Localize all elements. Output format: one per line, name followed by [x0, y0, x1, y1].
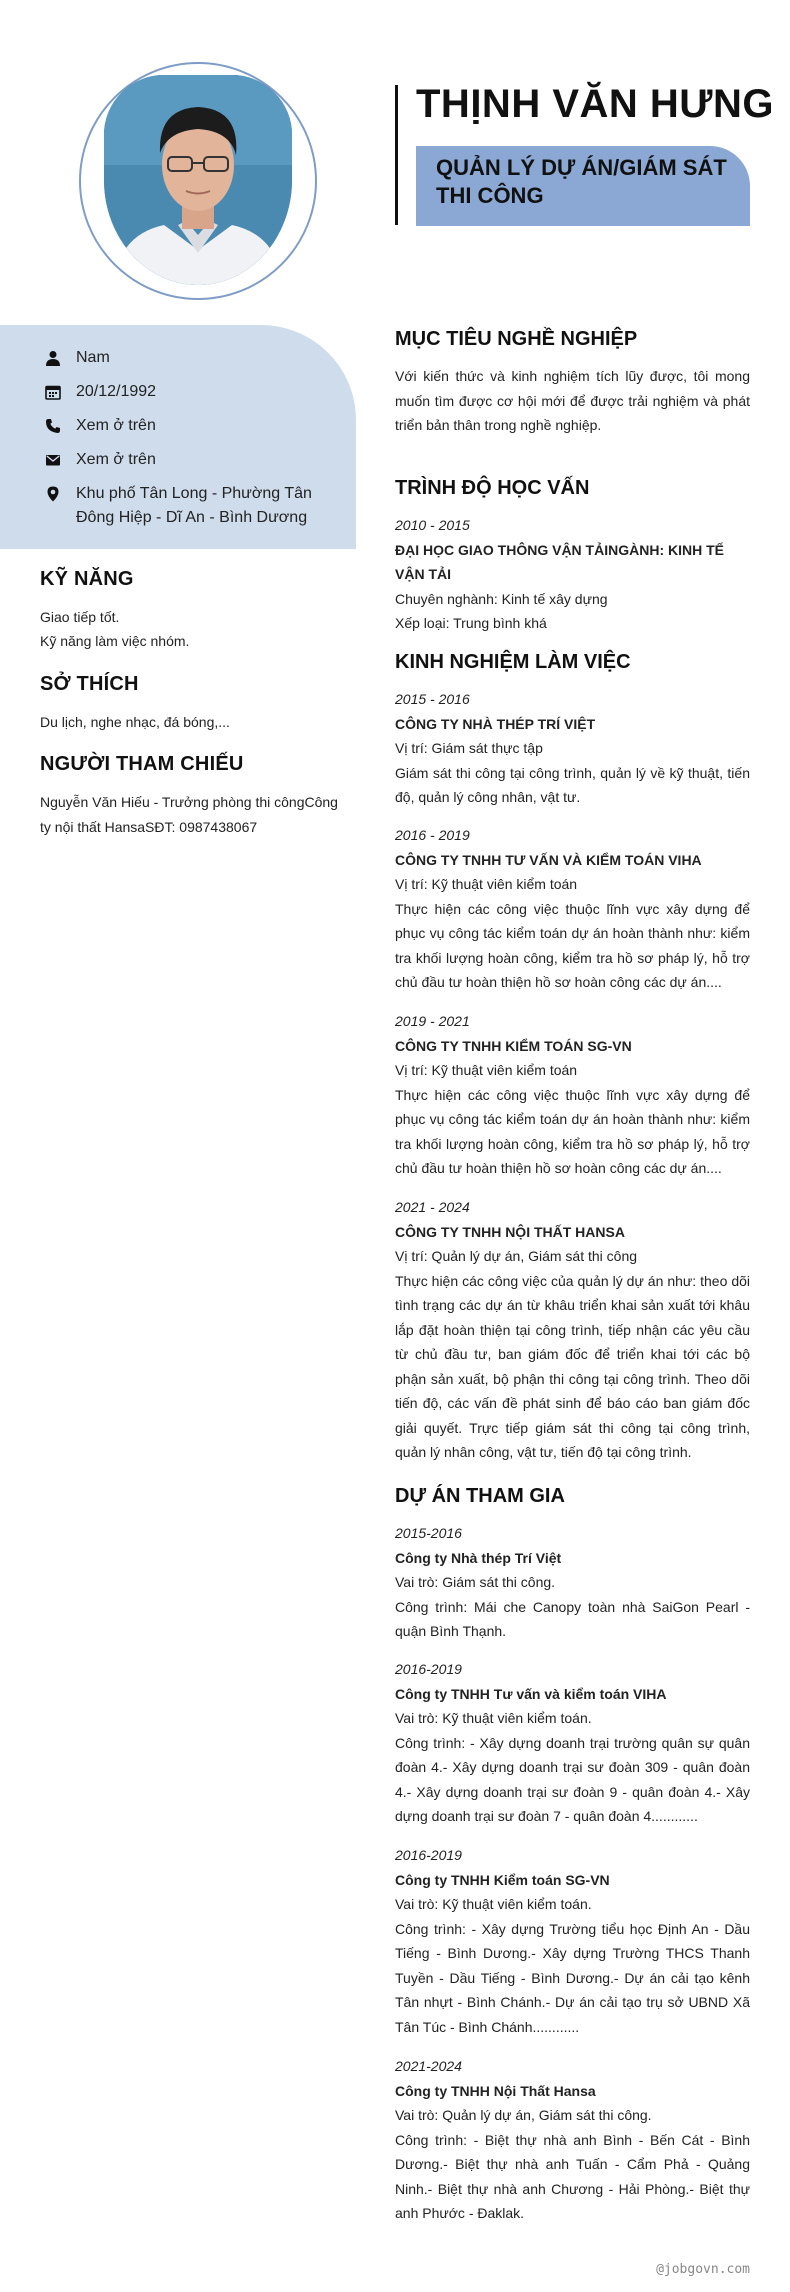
project-desc: Công trình: - Xây dựng doanh trại trường quân sự quân đoàn 4.- Xây dựng doanh trại sư đoàn 309 - quân đoàn 4.- Xây dựng doanh trại sư đoàn 9 - quân đoàn 4.- Xây dựng doanh trại sư đoàn 7 - quân đoàn 4............: [395, 1734, 750, 1824]
education-major: Chuyên nghành: Kinh tế xây dựng: [395, 590, 608, 607]
references-title: NGƯỜI THAM CHIẾU: [40, 753, 244, 775]
location-pin-icon: [42, 482, 64, 506]
references-text: Nguyễn Văn Hiếu - Trưởng phòng thi côngCông ty nội thất HansaSĐT: 0987438067: [40, 794, 338, 835]
hobbies-text: Du lịch, nghe nhạc, đá bóng,...: [40, 714, 230, 730]
experience-position: Vị trí: Giám sát thực tập: [395, 740, 543, 756]
contact-gender: Nam: [42, 346, 326, 370]
header-divider: [395, 85, 398, 225]
experience-desc: Thực hiện các công việc thuộc lĩnh vực xây dựng để phục vụ công tác kiểm toán dự án hoàn thành như: kiểm tra khối lượng hoàn công, kiểm tra hồ sơ pháp lý, hỗ trợ chủ đầu tư hoàn thiện hồ sơ hoàn công các dự án....: [395, 900, 750, 990]
job-title: QUẢN LÝ DỰ ÁN/GIÁM SÁT THI CÔNG: [436, 155, 727, 208]
watermark: @jobgovn.com: [656, 2262, 750, 2277]
experience-item: [395, 1195, 750, 1465]
candidate-name: THỊNH VĂN HƯNG: [416, 82, 774, 126]
education-title: TRÌNH ĐỘ HỌC VẤN: [395, 477, 590, 499]
person-icon: [42, 346, 64, 370]
project-desc: Công trình: - Xây dựng Trường tiểu học Định An - Dầu Tiếng - Bình Dương.- Xây dựng Trường THCS Thanh Tuyền - Dầu Tiếng - Bình Dương.- Dự án cải tạo kênh Tân nhựt - Bình Chánh.- Dự án cải tạo trụ sở UBND Xã Tân Túc - Bình Chánh............: [395, 1920, 750, 2035]
contact-birthday: 20/12/1992: [42, 380, 326, 404]
contact-address: Khu phố Tân Long - Phường Tân Đông Hiệp - Dĩ An - Bình Dương: [42, 482, 326, 530]
education-school: ĐẠI HỌC GIAO THÔNG VẬN TẢINGÀNH: KINH TẾ VẬN TẢI: [395, 541, 724, 582]
contact-email: Xem ở trên: [42, 448, 326, 472]
projects-title: DỰ ÁN THAM GIA: [395, 1485, 565, 1507]
experience-company: CÔNG TY NHÀ THÉP TRÍ VIỆT: [395, 715, 596, 732]
experience-desc: Thực hiện các công việc thuộc lĩnh vực xây dựng để phục vụ công tác kiểm toán dự án hoàn thành như: kiểm tra khối lượng hoàn công, kiểm tra hồ sơ pháp lý, hỗ trợ chủ đầu tư hoàn thiện hồ sơ hoàn công các dự án....: [395, 1086, 750, 1176]
project-desc: Công trình: - Biệt thự nhà anh Bình - Bến Cát - Bình Dương.- Biệt thự nhà anh Tuấn - Cẩm Phả - Quảng Ninh.- Biệt thự nhà anh Chương - Hải Phòng.- Biệt thự anh Phước - Đaklak.: [395, 2131, 750, 2221]
skill-item: Giao tiếp tốt.: [40, 609, 120, 625]
hobbies-title: SỞ THÍCH: [40, 673, 139, 695]
experience-position: Vị trí: Quản lý dự án, Giám sát thi công: [395, 1248, 638, 1264]
project-item: [395, 1521, 750, 1644]
experience-item: [395, 1009, 750, 1181]
avatar: [104, 75, 292, 285]
project-desc: Công trình: Mái che Canopy toàn nhà SaiGon Pearl - quận Bình Thạnh.: [395, 1598, 750, 1639]
experience-company: CÔNG TY TNHH TƯ VẤN VÀ KIỂM TOÁN VIHA: [395, 851, 702, 868]
project-company: Công ty Nhà thép Trí Việt: [395, 1549, 562, 1566]
phone-icon: [42, 414, 64, 438]
objective-text: Với kiến thức và kinh nghiệm tích lũy được, tôi mong muốn tìm được cơ hội mới để được trải nghiệm và phát triển bản thân trong nghề nghiệp.: [395, 368, 750, 433]
experience-desc: Giám sát thi công tại công trình, quản lý về kỹ thuật, tiến độ, quản lý công nhân, vật tư.: [395, 764, 750, 805]
experience-date: 2019 - 2021: [395, 1013, 470, 1029]
experience-title: KINH NGHIỆM LÀM VIỆC: [395, 651, 631, 673]
project-item: [395, 1843, 750, 2039]
experience-date: 2016 - 2019: [395, 827, 470, 843]
education-entry: [395, 513, 750, 636]
experience-position: Vị trí: Kỹ thuật viên kiểm toán: [395, 1062, 578, 1078]
project-role: Vai trò: Kỹ thuật viên kiểm toán.: [395, 1896, 592, 1912]
project-date: 2016-2019: [395, 1847, 462, 1863]
skill-item: Kỹ năng làm việc nhóm.: [40, 633, 190, 649]
experience-company: CÔNG TY TNHH KIỂM TOÁN SG-VN: [395, 1037, 632, 1054]
skills-list: [40, 605, 350, 653]
skills-title: KỸ NĂNG: [40, 568, 134, 590]
project-company: Công ty TNHH Kiểm toán SG-VN: [395, 1871, 610, 1888]
project-date: 2021-2024: [395, 2058, 462, 2074]
experience-desc: Thực hiện các công việc của quản lý dự án như: theo dõi tình trạng các dự án từ khâu triển khai sản xuất tới khâu lắp đặt hoàn thiện tại công trình, tiếp nhận các yêu cầu từ chủ đầu tư, ban giám đốc để triển khai tới các bộ phận sản xuất, bộ phận thi công tại công trình. Theo dõi tiến độ, các vấn đề phát sinh để báo cáo ban giám đốc giải quyết. Trực tiếp giám sát thi công tại công trình, quản lý nhân công, vật tư, tiến độ tại công trình.: [395, 1272, 750, 1460]
project-item: [395, 2054, 750, 2226]
project-company: Công ty TNHH Tư vấn và kiểm toán VIHA: [395, 1685, 667, 1702]
contact-phone: Xem ở trên: [42, 414, 326, 438]
experience-item: [395, 823, 750, 995]
project-date: 2015-2016: [395, 1525, 462, 1541]
objective-title: MỤC TIÊU NGHỀ NGHIỆP: [395, 328, 638, 350]
experience-item: [395, 687, 750, 810]
email-icon: [42, 448, 64, 472]
project-company: Công ty TNHH Nội Thất Hansa: [395, 2082, 596, 2099]
education-grade: Xếp loại: Trung bình khá: [395, 615, 547, 631]
project-role: Vai trò: Giám sát thi công.: [395, 1574, 556, 1590]
experience-position: Vị trí: Kỹ thuật viên kiểm toán: [395, 876, 578, 892]
experience-date: 2021 - 2024: [395, 1199, 470, 1215]
project-date: 2016-2019: [395, 1661, 462, 1677]
experience-date: 2015 - 2016: [395, 691, 470, 707]
project-item: [395, 1657, 750, 1829]
calendar-icon: [42, 380, 64, 404]
project-role: Vai trò: Quản lý dự án, Giám sát thi công.: [395, 2107, 652, 2123]
education-date: 2010 - 2015: [395, 517, 470, 533]
experience-company: CÔNG TY TNHH NỘI THẤT HANSA: [395, 1223, 625, 1240]
project-role: Vai trò: Kỹ thuật viên kiểm toán.: [395, 1710, 592, 1726]
job-title-box: [416, 146, 750, 226]
